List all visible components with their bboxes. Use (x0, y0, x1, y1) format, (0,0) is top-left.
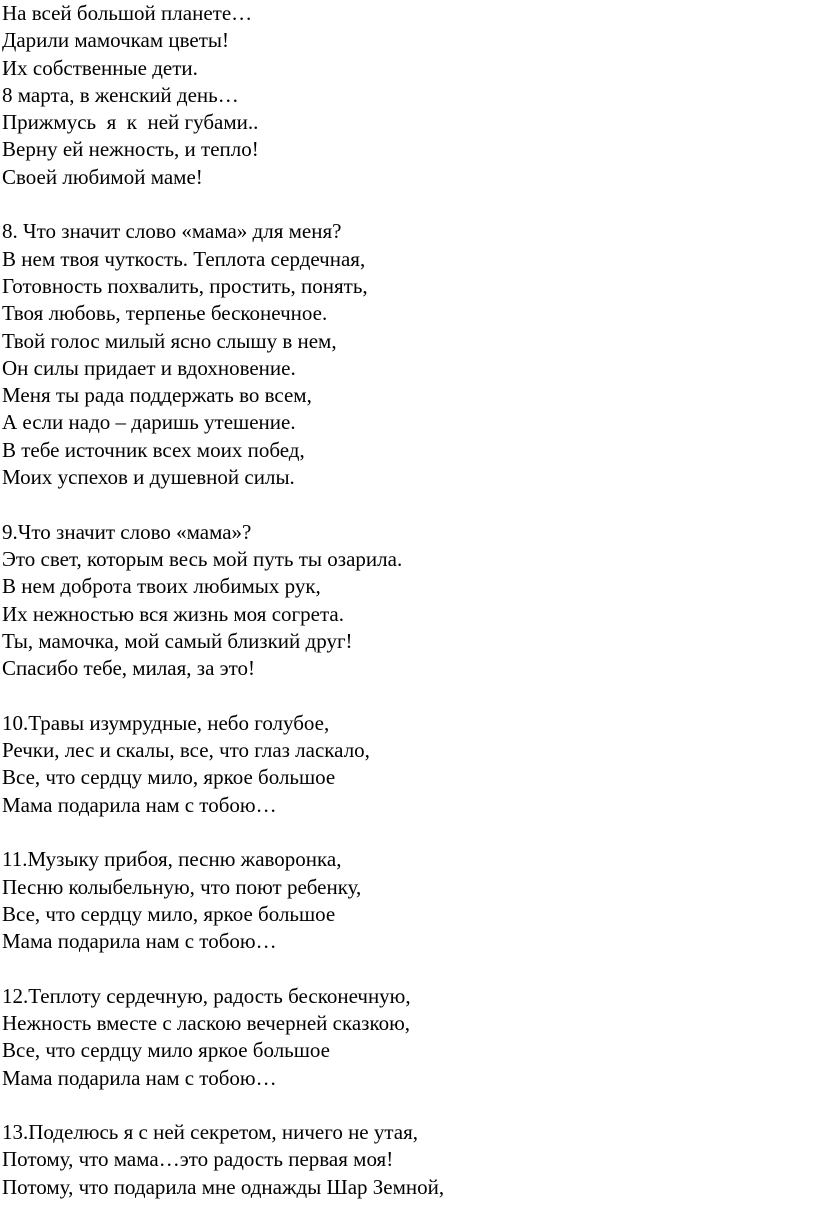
poem-line: 12.Теплоту сердечную, радость бесконечную, (2, 983, 411, 1008)
poem-line: 13.Поделюсь я с ней секретом, ничего не утая, (2, 1120, 419, 1145)
poem-line: 10.Травы изумрудные, небо голубое, (2, 710, 330, 735)
poem-line: В нем твоя чуткость. Теплота сердечная, (2, 246, 366, 271)
poem-line: 8. Что значит слово «мама» для меня? (2, 219, 342, 244)
poem-line: Нежность вместе с ласкою вечерней сказкою, (2, 1010, 411, 1035)
poem-line: Твой голос милый ясно слышу в нем, (2, 328, 337, 353)
poem-line: Верну ей нежность, и тепло! (2, 137, 259, 162)
poem-line: Мама подарила нам с тобою… (2, 1065, 277, 1090)
poem-line: В тебе источник всех моих побед, (2, 437, 305, 462)
poem-line: Готовность похвалить, простить, понять, (2, 273, 368, 298)
stanza-13 (2, 1119, 802, 1201)
stanza-8 (2, 218, 802, 491)
poem-line: Мама подарила нам с тобою… (2, 929, 277, 954)
poem-line: Мама подарила нам с тобою… (2, 792, 277, 817)
poem-line: Речки, лес и скалы, все, что глаз ласкало, (2, 738, 370, 763)
poem-line: Он силы придает и вдохновение. (2, 355, 296, 380)
stanza-12 (2, 983, 802, 1092)
poem-line: Своей любимой маме! (2, 164, 203, 189)
poem-line: Все, что сердцу мило яркое большое (2, 1038, 331, 1063)
poem-line: Их собственные дети. (2, 55, 198, 80)
poem-line: Дарили мамочкам цветы! (2, 28, 230, 53)
poem-line: Твоя любовь, терпенье бесконечное. (2, 301, 328, 326)
poem-line: Все, что сердцу мило, яркое большое (2, 901, 336, 926)
stanza-10 (2, 710, 802, 819)
stanza-11 (2, 846, 802, 955)
poem-line: Меня ты рада поддержать во всем, (2, 383, 312, 408)
poem-line: Потому, что мама…это радость первая моя! (2, 1147, 394, 1172)
poem-line: Все, что сердцу мило, яркое большое (2, 765, 336, 790)
poem-line: Это свет, которым весь мой путь ты озарила. (2, 546, 403, 571)
stanza-9 (2, 519, 802, 683)
poem-line: В нем доброта твоих любимых рук, (2, 574, 321, 599)
poem-line: Песню колыбельную, что поют ребенку, (2, 874, 362, 899)
poem-line: Прижмусь я к ней губами.. (2, 110, 259, 135)
poem-line: 8 марта, в женский день… (2, 82, 239, 107)
poem-line: Потому, что подарила мне однажды Шар Земной, (2, 1174, 445, 1199)
poem-line: А если надо – даришь утешение. (2, 410, 296, 435)
poem-line: Ты, мамочка, мой самый близкий друг! (2, 628, 353, 653)
poem-line: Спасибо тебе, милая, за это! (2, 656, 256, 681)
poem-line: 11.Музыку прибоя, песню жаворонка, (2, 847, 342, 872)
poem-line: 9.Что значит слово «мама»? (2, 519, 252, 544)
stanza-1 (2, 0, 802, 191)
poem-line: На всей большой планете… (2, 1, 253, 25)
document-page (2, 0, 802, 1228)
poem-line: Их нежностью вся жизнь моя согрета. (2, 601, 344, 626)
poem-line: Моих успехов и душевной силы. (2, 465, 295, 490)
